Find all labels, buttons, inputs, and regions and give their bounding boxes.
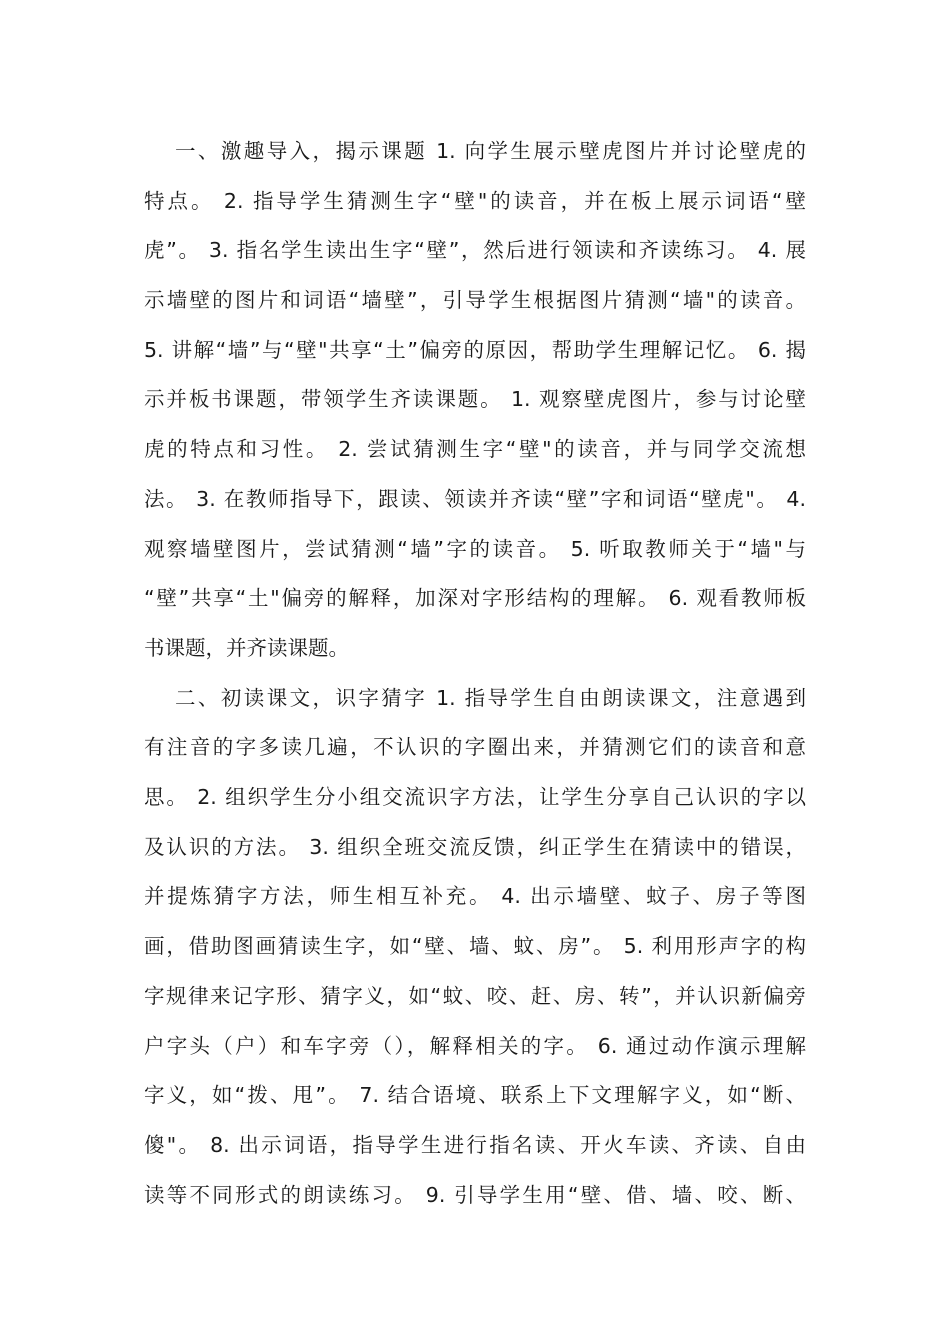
- paragraph-line: 虎的特点和习性。 2. 尝试猜测生字“壁"的读音，并与同学交流想: [144, 437, 806, 461]
- paragraph-line: 读等不同形式的朗读练习。 9. 引导学生用“壁、借、墙、咬、断、: [144, 1183, 806, 1207]
- paragraph-line: 户字头（户）和车字旁（），解释相关的字。 6. 通过动作演示理解: [144, 1034, 806, 1058]
- paragraph-line: 并提炼猜字方法，师生相互补充。 4. 出示墙壁、蚊子、房子等图: [144, 884, 806, 908]
- paragraph-line: 示墙壁的图片和词语“墙壁”，引导学生根据图片猜测“墙"的读音。: [144, 288, 806, 312]
- paragraph-line: 虎”。 3. 指名学生读出生字“壁”，然后进行领读和齐读练习。 4. 展: [144, 238, 806, 262]
- paragraph-line: 二、初读课文，识字猜字 1. 指导学生自由朗读课文，注意遇到: [175, 686, 806, 710]
- paragraph-line: 傻"。 8. 出示词语，指导学生进行指名读、开火车读、齐读、自由: [144, 1133, 806, 1157]
- paragraph-line: 思。 2. 组织学生分小组交流识字方法，让学生分享自己认识的字以: [144, 785, 806, 809]
- paragraph-line: 及认识的方法。 3. 组织全班交流反馈，纠正学生在猜读中的错误，: [144, 835, 806, 859]
- paragraph-line: 字规律来记字形、猜字义，如“蚊、咬、赶、房、转”，并认识新偏旁: [144, 984, 806, 1008]
- paragraph-line: 一、激趣导入，揭示课题 1. 向学生展示壁虎图片并讨论壁虎的: [175, 139, 806, 163]
- paragraph-line: 特点。 2. 指导学生猜测生字“壁"的读音，并在板上展示词语“壁: [144, 189, 806, 213]
- paragraph-line: 示并板书课题，带领学生齐读课题。 1. 观察壁虎图片，参与讨论壁: [144, 387, 806, 411]
- paragraph-line: 观察墙壁图片，尝试猜测“墙”字的读音。 5. 听取教师关于“墙"与: [144, 537, 806, 561]
- paragraph-line: 书课题，并齐读课题。: [144, 636, 349, 660]
- paragraph-line: 画，借助图画猜读生字，如“壁、墙、蚊、房”。 5. 利用形声字的构: [144, 934, 806, 958]
- paragraph-line: 字义，如“拨、甩”。 7. 结合语境、联系上下文理解字义，如“断、: [144, 1083, 806, 1107]
- paragraph-line: 5. 讲解“墙”与“壁"共享“土”偏旁的原因，帮助学生理解记忆。 6. 揭: [144, 338, 806, 362]
- paragraph-line: 法。 3. 在教师指导下，跟读、领读并齐读“壁”字和词语“壁虎"。 4.: [144, 487, 806, 511]
- paragraph-line: “壁”共享“土"偏旁的解释，加深对字形结构的理解。 6. 观看教师板: [144, 586, 806, 610]
- paragraph-line: 有注音的字多读几遍，不认识的字圈出来，并猜测它们的读音和意: [144, 735, 806, 759]
